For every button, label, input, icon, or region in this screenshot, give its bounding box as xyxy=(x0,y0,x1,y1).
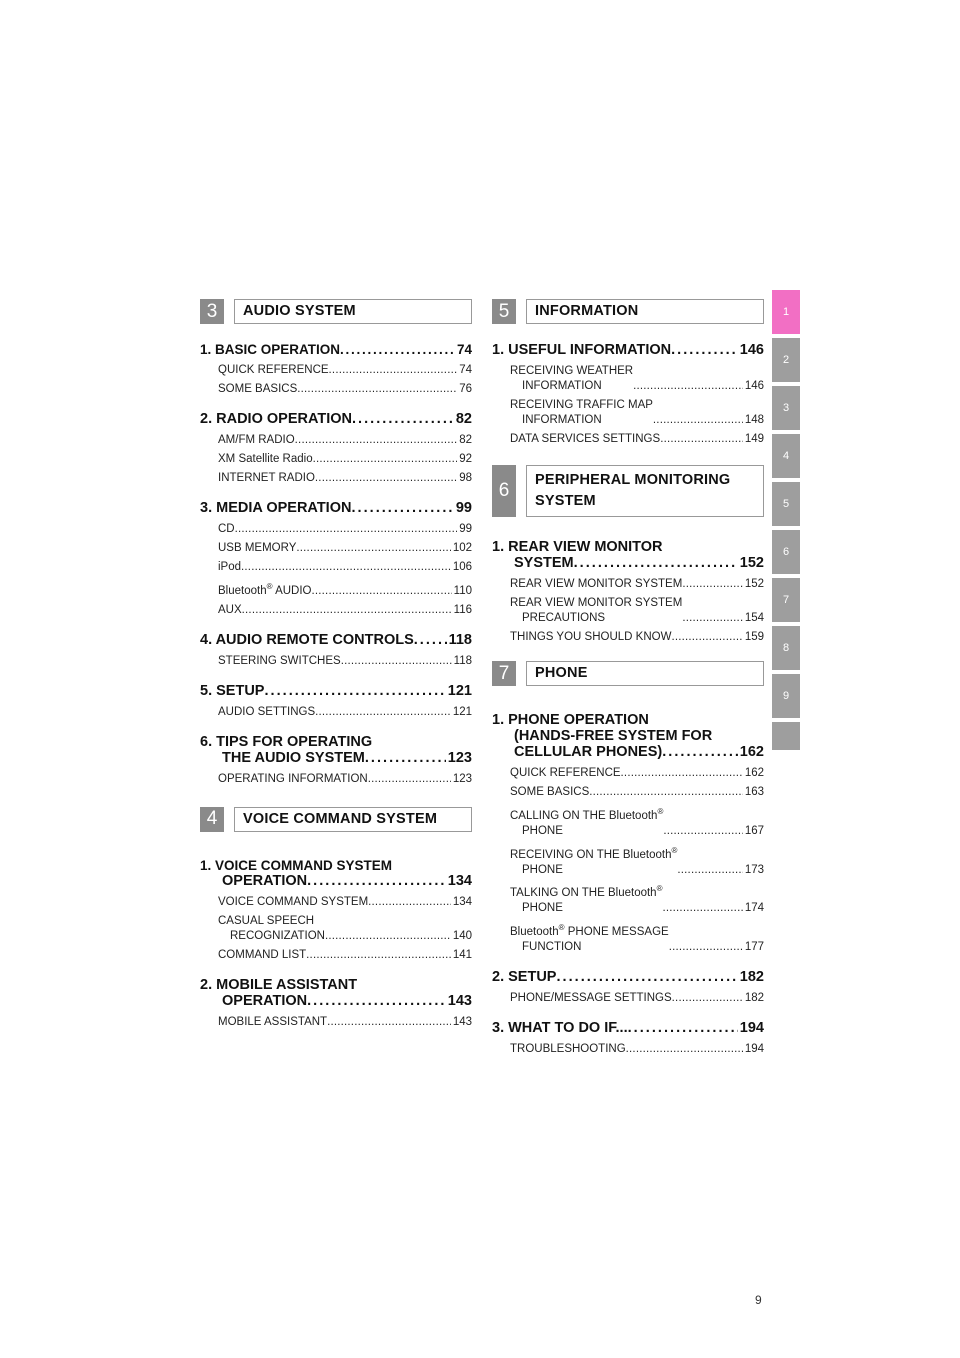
section-number: 7 xyxy=(492,661,516,686)
toc-chapter[interactable]: OPERATION . . . 143 xyxy=(200,993,472,1009)
toc-item[interactable]: RECEIVING TRAFFIC MAP INFORMATION . . . 148 xyxy=(510,398,764,428)
section-number: 4 xyxy=(200,807,224,832)
toc-item[interactable]: SOME BASICS . . . 163 xyxy=(510,785,764,800)
toc-item[interactable]: CASUAL SPEECH RECOGNIZATION . . . 140 xyxy=(218,914,472,944)
section-title: PHONE xyxy=(526,661,764,686)
section-title: PERIPHERAL MONITORING SYSTEM xyxy=(526,465,764,517)
toc-item[interactable]: Bluetooth® PHONE MESSAGE FUNCTION . . . 177 xyxy=(510,920,764,955)
toc-item[interactable]: USB MEMORY . . . 102 xyxy=(218,541,472,556)
toc-item[interactable]: SOME BASICS . . . 76 xyxy=(218,382,472,397)
toc-chapter[interactable]: OPERATION . . . 134 xyxy=(200,873,472,889)
toc-chapter[interactable]: CELLULAR PHONES) . . . 162 xyxy=(492,744,764,760)
toc-chapter[interactable]: 5. SETUP . . . 121 xyxy=(200,683,472,699)
toc-right-column xyxy=(492,299,764,1071)
section-number: 5 xyxy=(492,299,516,324)
toc-item[interactable]: MOBILE ASSISTANT . . . 143 xyxy=(218,1015,472,1030)
toc-item[interactable]: RECEIVING ON THE Bluetooth® PHONE . . . 173 xyxy=(510,843,764,878)
section-7-header xyxy=(492,661,764,686)
chapter-tab-5[interactable]: 5 xyxy=(772,482,800,526)
section-5-header xyxy=(492,299,764,324)
toc-item[interactable]: OPERATING INFORMATION . . . 123 xyxy=(218,772,472,787)
toc-item[interactable]: CALLING ON THE Bluetooth® PHONE . . . 167 xyxy=(510,804,764,839)
toc-item[interactable]: Bluetooth® AUDIO . . . 110 xyxy=(218,579,472,599)
toc-item[interactable]: QUICK REFERENCE . . . 74 xyxy=(218,363,472,378)
toc-item[interactable]: PHONE/MESSAGE SETTINGS . . . 182 xyxy=(510,991,764,1006)
section-title: INFORMATION xyxy=(526,299,764,324)
toc-chapter[interactable]: 2. SETUP . . . 182 xyxy=(492,969,764,985)
toc-chapter-line1[interactable]: 1. PHONE OPERATION xyxy=(492,712,649,728)
section-3-header xyxy=(200,299,472,324)
section-6-header xyxy=(492,465,764,517)
toc-chapter[interactable]: 1. USEFUL INFORMATION . . . 146 xyxy=(492,342,764,358)
toc-chapter[interactable]: 4. AUDIO REMOTE CONTROLS . . . 118 xyxy=(200,632,472,648)
toc-item[interactable]: REAR VIEW MONITOR SYSTEM PRECAUTIONS . . . 154 xyxy=(510,596,764,626)
chapter-tab-1[interactable]: 1 xyxy=(772,290,800,334)
toc-chapter-line1[interactable]: 2. MOBILE ASSISTANT xyxy=(200,976,358,993)
page-number: 9 xyxy=(755,1293,762,1307)
section-title: AUDIO SYSTEM xyxy=(234,299,472,324)
chapter-tab-3[interactable]: 3 xyxy=(772,386,800,430)
toc-chapter-line1[interactable]: 6. TIPS FOR OPERATING xyxy=(200,733,373,750)
toc-item[interactable]: iPod . . . 106 xyxy=(218,560,472,575)
toc-item[interactable]: TROUBLESHOOTING . . . 194 xyxy=(510,1042,764,1057)
section-4-header xyxy=(200,807,472,832)
chapter-tabs xyxy=(772,290,800,754)
chapter-tab-index[interactable] xyxy=(772,722,800,750)
chapter-tab-6[interactable]: 6 xyxy=(772,530,800,574)
toc-chapter[interactable]: 2. RADIO OPERATION . . . 82 xyxy=(200,411,472,427)
chapter-tab-9[interactable]: 9 xyxy=(772,674,800,718)
toc-item[interactable]: INTERNET RADIO . . . 98 xyxy=(218,471,472,486)
toc-item[interactable]: TALKING ON THE Bluetooth® PHONE . . . 174 xyxy=(510,882,764,917)
toc-chapter-line1[interactable]: 1. VOICE COMMAND SYSTEM xyxy=(200,857,393,873)
toc-left-column xyxy=(200,299,472,1044)
toc-chapter[interactable]: 1. BASIC OPERATION . . . 74 xyxy=(200,342,472,357)
toc-item[interactable]: COMMAND LIST . . . 141 xyxy=(218,948,472,963)
chapter-tab-2[interactable]: 2 xyxy=(772,338,800,382)
toc-item[interactable]: QUICK REFERENCE . . . 162 xyxy=(510,766,764,781)
chapter-tab-7[interactable]: 7 xyxy=(772,578,800,622)
toc-chapter[interactable]: 3. WHAT TO DO IF... . . . 194 xyxy=(492,1020,764,1036)
section-title: VOICE COMMAND SYSTEM xyxy=(234,807,472,832)
toc-item[interactable]: THINGS YOU SHOULD KNOW . . . 159 xyxy=(510,630,764,645)
toc-item[interactable]: RECEIVING WEATHER INFORMATION . . . 146 xyxy=(510,364,764,394)
toc-item[interactable]: STEERING SWITCHES . . . 118 xyxy=(218,654,472,669)
toc-item[interactable]: VOICE COMMAND SYSTEM . . . 134 xyxy=(218,895,472,910)
toc-item[interactable]: AM/FM RADIO . . . 82 xyxy=(218,433,472,448)
chapter-tab-4[interactable]: 4 xyxy=(772,434,800,478)
section-number: 6 xyxy=(492,465,516,517)
toc-chapter-line2[interactable]: (HANDS-FREE SYSTEM FOR xyxy=(514,728,713,744)
toc-chapter[interactable]: 3. MEDIA OPERATION . . . 99 xyxy=(200,500,472,516)
section-number: 3 xyxy=(200,299,224,324)
toc-item[interactable]: XM Satellite Radio . . . 92 xyxy=(218,452,472,467)
toc-chapter[interactable]: THE AUDIO SYSTEM . . . 123 xyxy=(200,750,472,766)
toc-item[interactable]: AUDIO SETTINGS . . . 121 xyxy=(218,705,472,720)
toc-item[interactable]: AUX . . . 116 xyxy=(218,603,472,618)
toc-item[interactable]: DATA SERVICES SETTINGS . . . 149 xyxy=(510,432,764,447)
chapter-tab-8[interactable]: 8 xyxy=(772,626,800,670)
toc-chapter-line1[interactable]: 1. REAR VIEW MONITOR xyxy=(492,539,663,555)
toc-item[interactable]: REAR VIEW MONITOR SYSTEM . . . 152 xyxy=(510,577,764,592)
toc-chapter[interactable]: SYSTEM . . . 152 xyxy=(492,555,764,571)
toc-item[interactable]: CD . . . 99 xyxy=(218,522,472,537)
